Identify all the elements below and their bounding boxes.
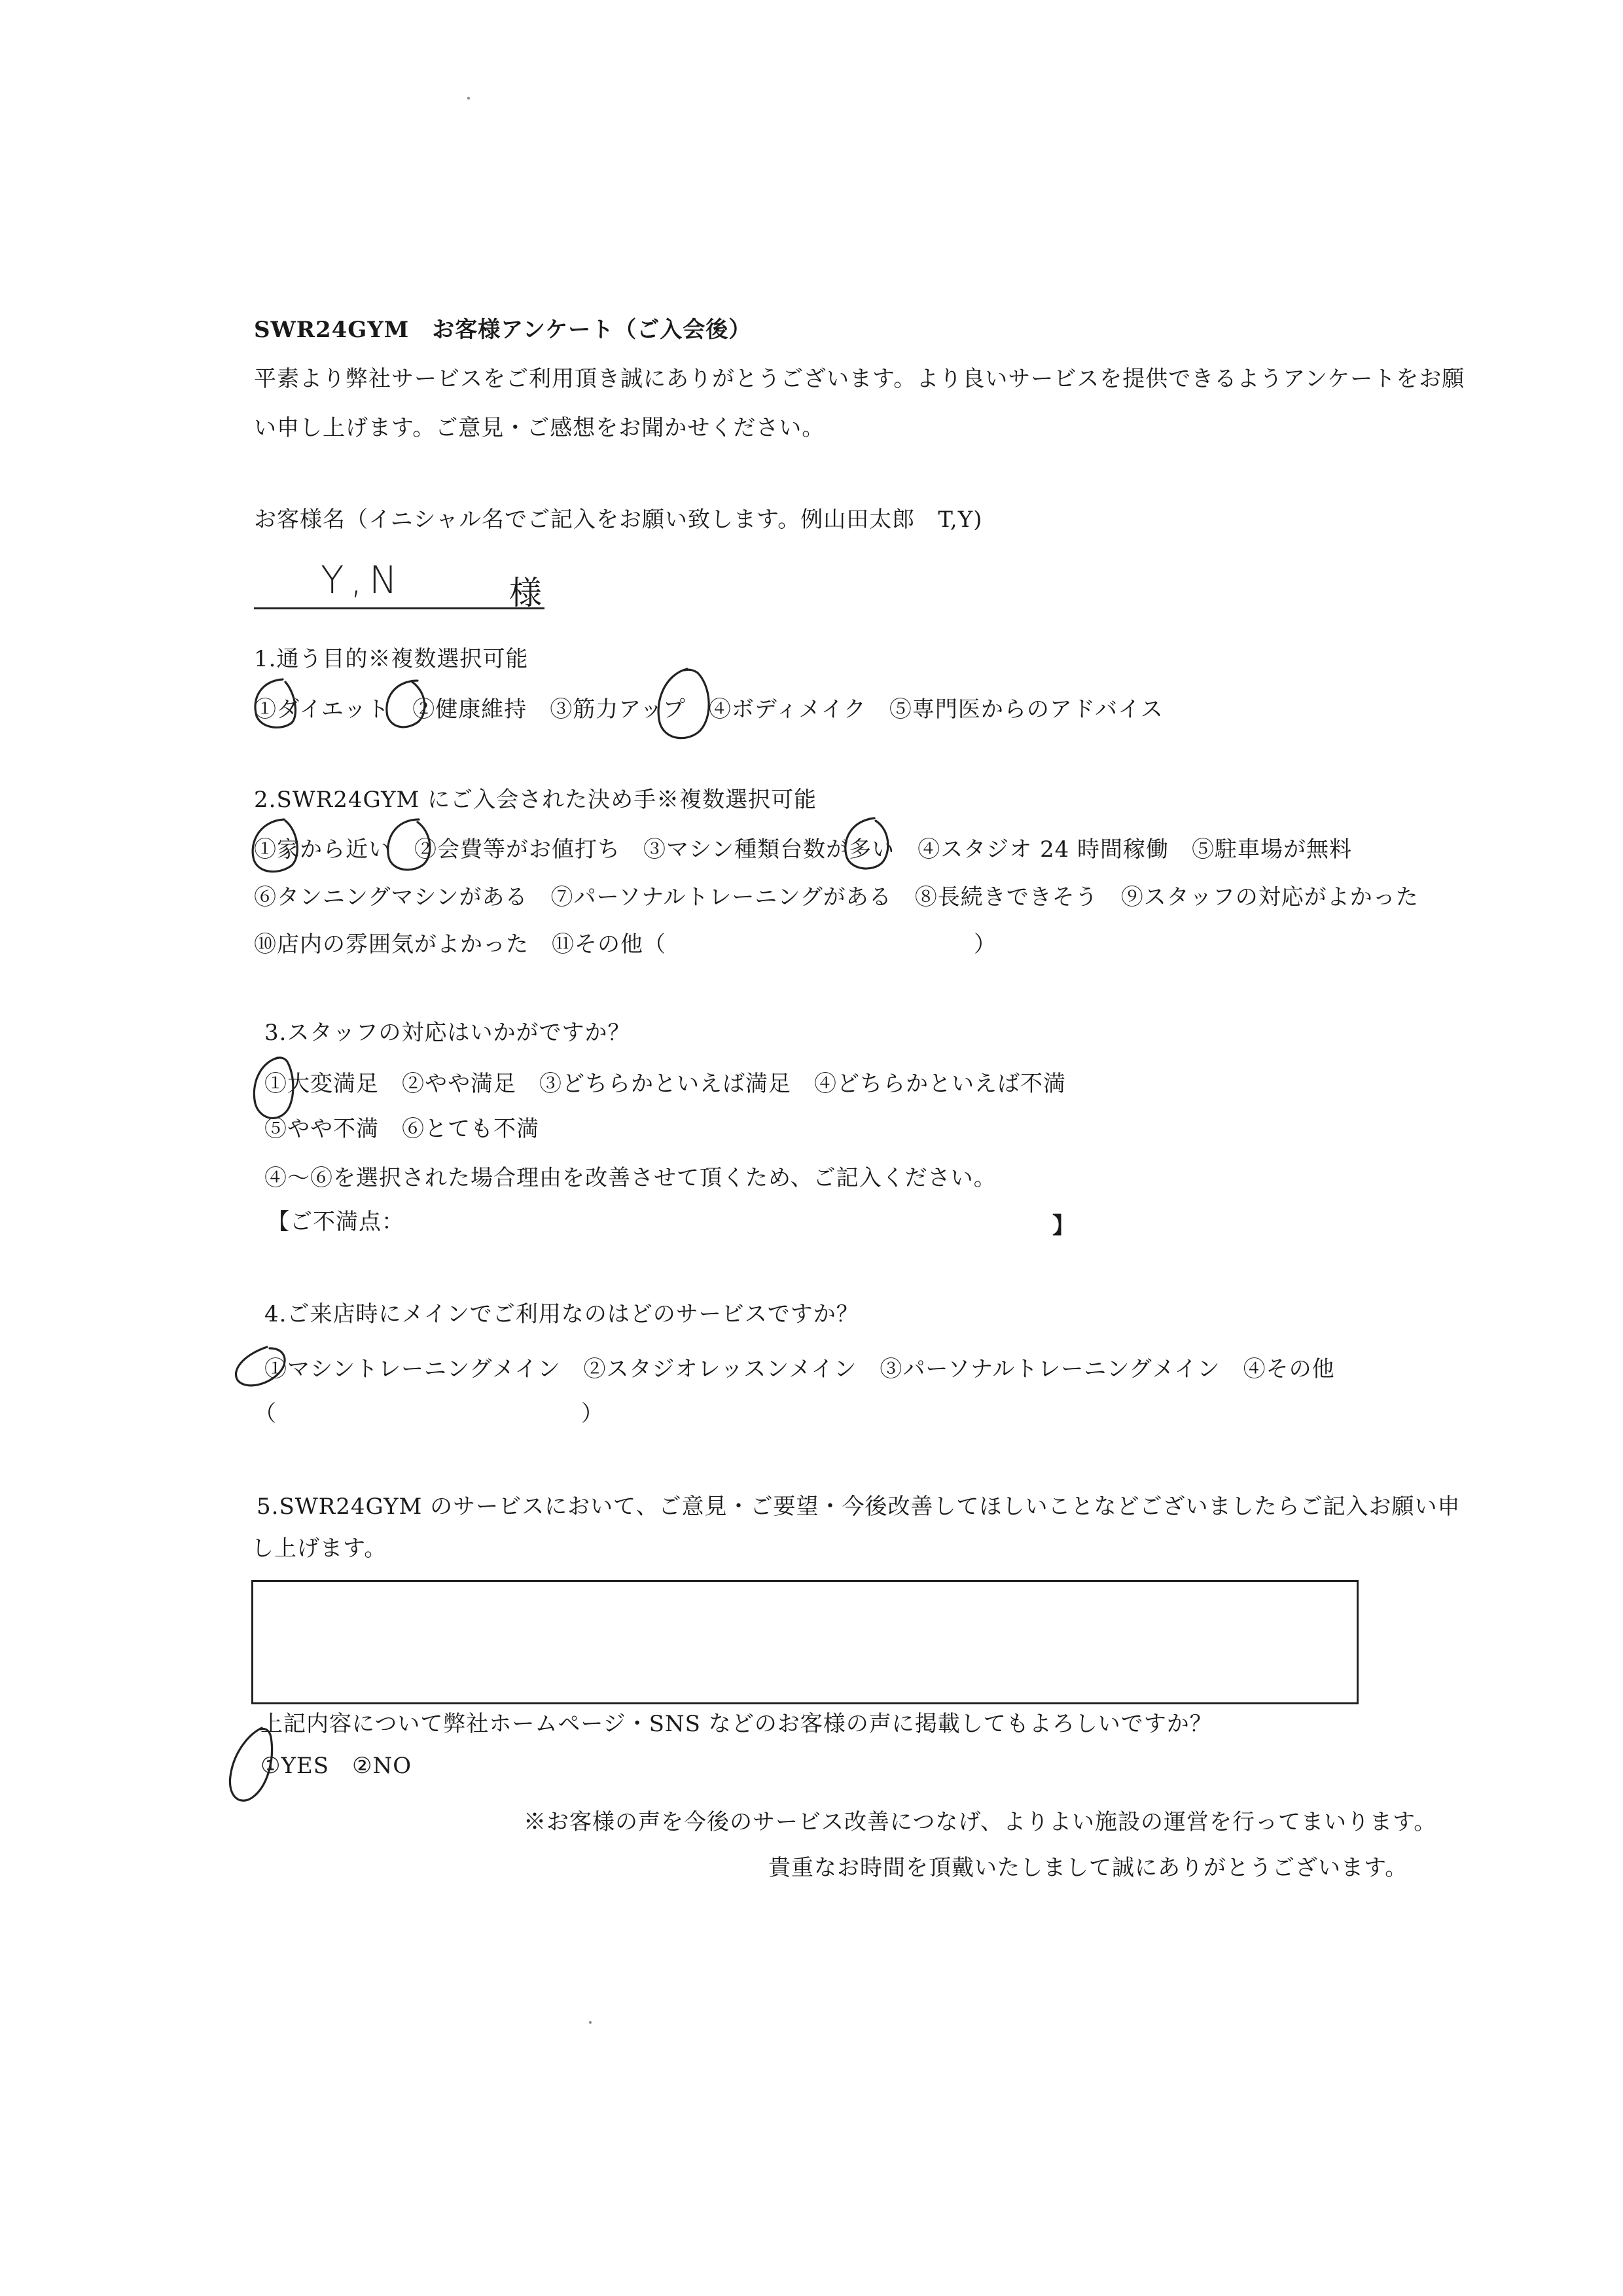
q2-other-label: ⑩店内の雰囲気がよかった ⑪その他（ xyxy=(254,931,666,958)
q4-other-paren-open: （ xyxy=(254,1401,277,1427)
footer-note-2: 貴重なお時間を頂戴いたしまして誠にありがとうございます。 xyxy=(768,1855,1408,1881)
q5-comment-box[interactable] xyxy=(251,1580,1359,1704)
scan-speck xyxy=(467,97,470,99)
customer-name-label: お客様名（イニシャル名でご記入をお願い致します。例山田太郎 T,Y) xyxy=(254,507,983,533)
survey-title: SWR24GYM お客様アンケート（ご入会後） xyxy=(254,317,752,343)
publish-question: 上記内容について弊社ホームページ・SNS などのお客様の声に掲載してもよろしいですか？ xyxy=(260,1711,1213,1737)
q4-options: ①マシントレーニングメイン ②スタジオレッスンメイン ③パーソナルトレーニングメイン ④その他 xyxy=(264,1356,1335,1382)
q1-question: 1.通う目的※複数選択可能 xyxy=(254,646,529,672)
intro-text-line-2: い申し上げます。ご意見・ご感想をお聞かせください。 xyxy=(254,415,825,441)
q2-other-close: ） xyxy=(974,931,997,958)
footer-note-1: ※お客様の声を今後のサービス改善につなげ、よりよい施設の運営を行ってまいります。 xyxy=(524,1809,1437,1835)
q3-options-line-2: ⑤やや不満 ⑥とても不満 xyxy=(264,1116,539,1142)
q2-options-line-1: ①家から近い ②会費等がお値打ち ③マシン種類台数が多い ④スタジオ 24 時間稼働 ⑤駐車場が無料 xyxy=(254,836,1353,863)
q3-complaint-close: 】 xyxy=(1052,1213,1075,1239)
q3-complaint-label: 【ご不満点： xyxy=(267,1209,404,1235)
q3-options-line-1: ①大変満足 ②やや満足 ③どちらかといえば満足 ④どちらかといえば不満 xyxy=(264,1071,1066,1097)
customer-initials-handwritten[interactable]: Y,N xyxy=(321,558,404,602)
honorific-sama: 様 xyxy=(509,574,542,612)
q5-question-line-1: 5.SWR24GYM のサービスにおいて、ご意見・ご要望・今後改善してほしいことなどございましたらご記入お願い申 xyxy=(257,1494,1461,1520)
q5-question-line-2: し上げます。 xyxy=(251,1535,387,1562)
q2-options-line-3 xyxy=(254,930,997,959)
q3-note: ④〜⑥を選択された場合理由を改善させて頂くため、ご記入ください。 xyxy=(264,1165,997,1191)
q1-options: ①ダイエット ②健康維持 ③筋力アップ ④ボディメイク ⑤専門医からのアドバイス xyxy=(254,696,1164,723)
q2-options-line-2: ⑥タンニングマシンがある ⑦パーソナルトレーニングがある ⑧長続きできそう ⑨スタッフの対応がよかった xyxy=(254,884,1419,910)
q4-question: 4.ご来店時にメインでご利用なのはどのサービスですか？ xyxy=(264,1301,859,1327)
name-underline xyxy=(254,607,544,609)
publish-options: ①YES ②NO xyxy=(260,1753,412,1779)
q2-question: 2.SWR24GYM にご入会された決め手※複数選択可能 xyxy=(254,787,817,813)
q4-other-paren-close: ） xyxy=(581,1401,604,1427)
intro-text-line-1: 平素より弊社サービスをご利用頂き誠にありがとうございます。より良いサービスを提供できるようアンケートをお願 xyxy=(254,366,1465,392)
q3-question: 3.スタッフの対応はいかがですか？ xyxy=(264,1020,631,1046)
scan-speck xyxy=(589,2021,592,2024)
